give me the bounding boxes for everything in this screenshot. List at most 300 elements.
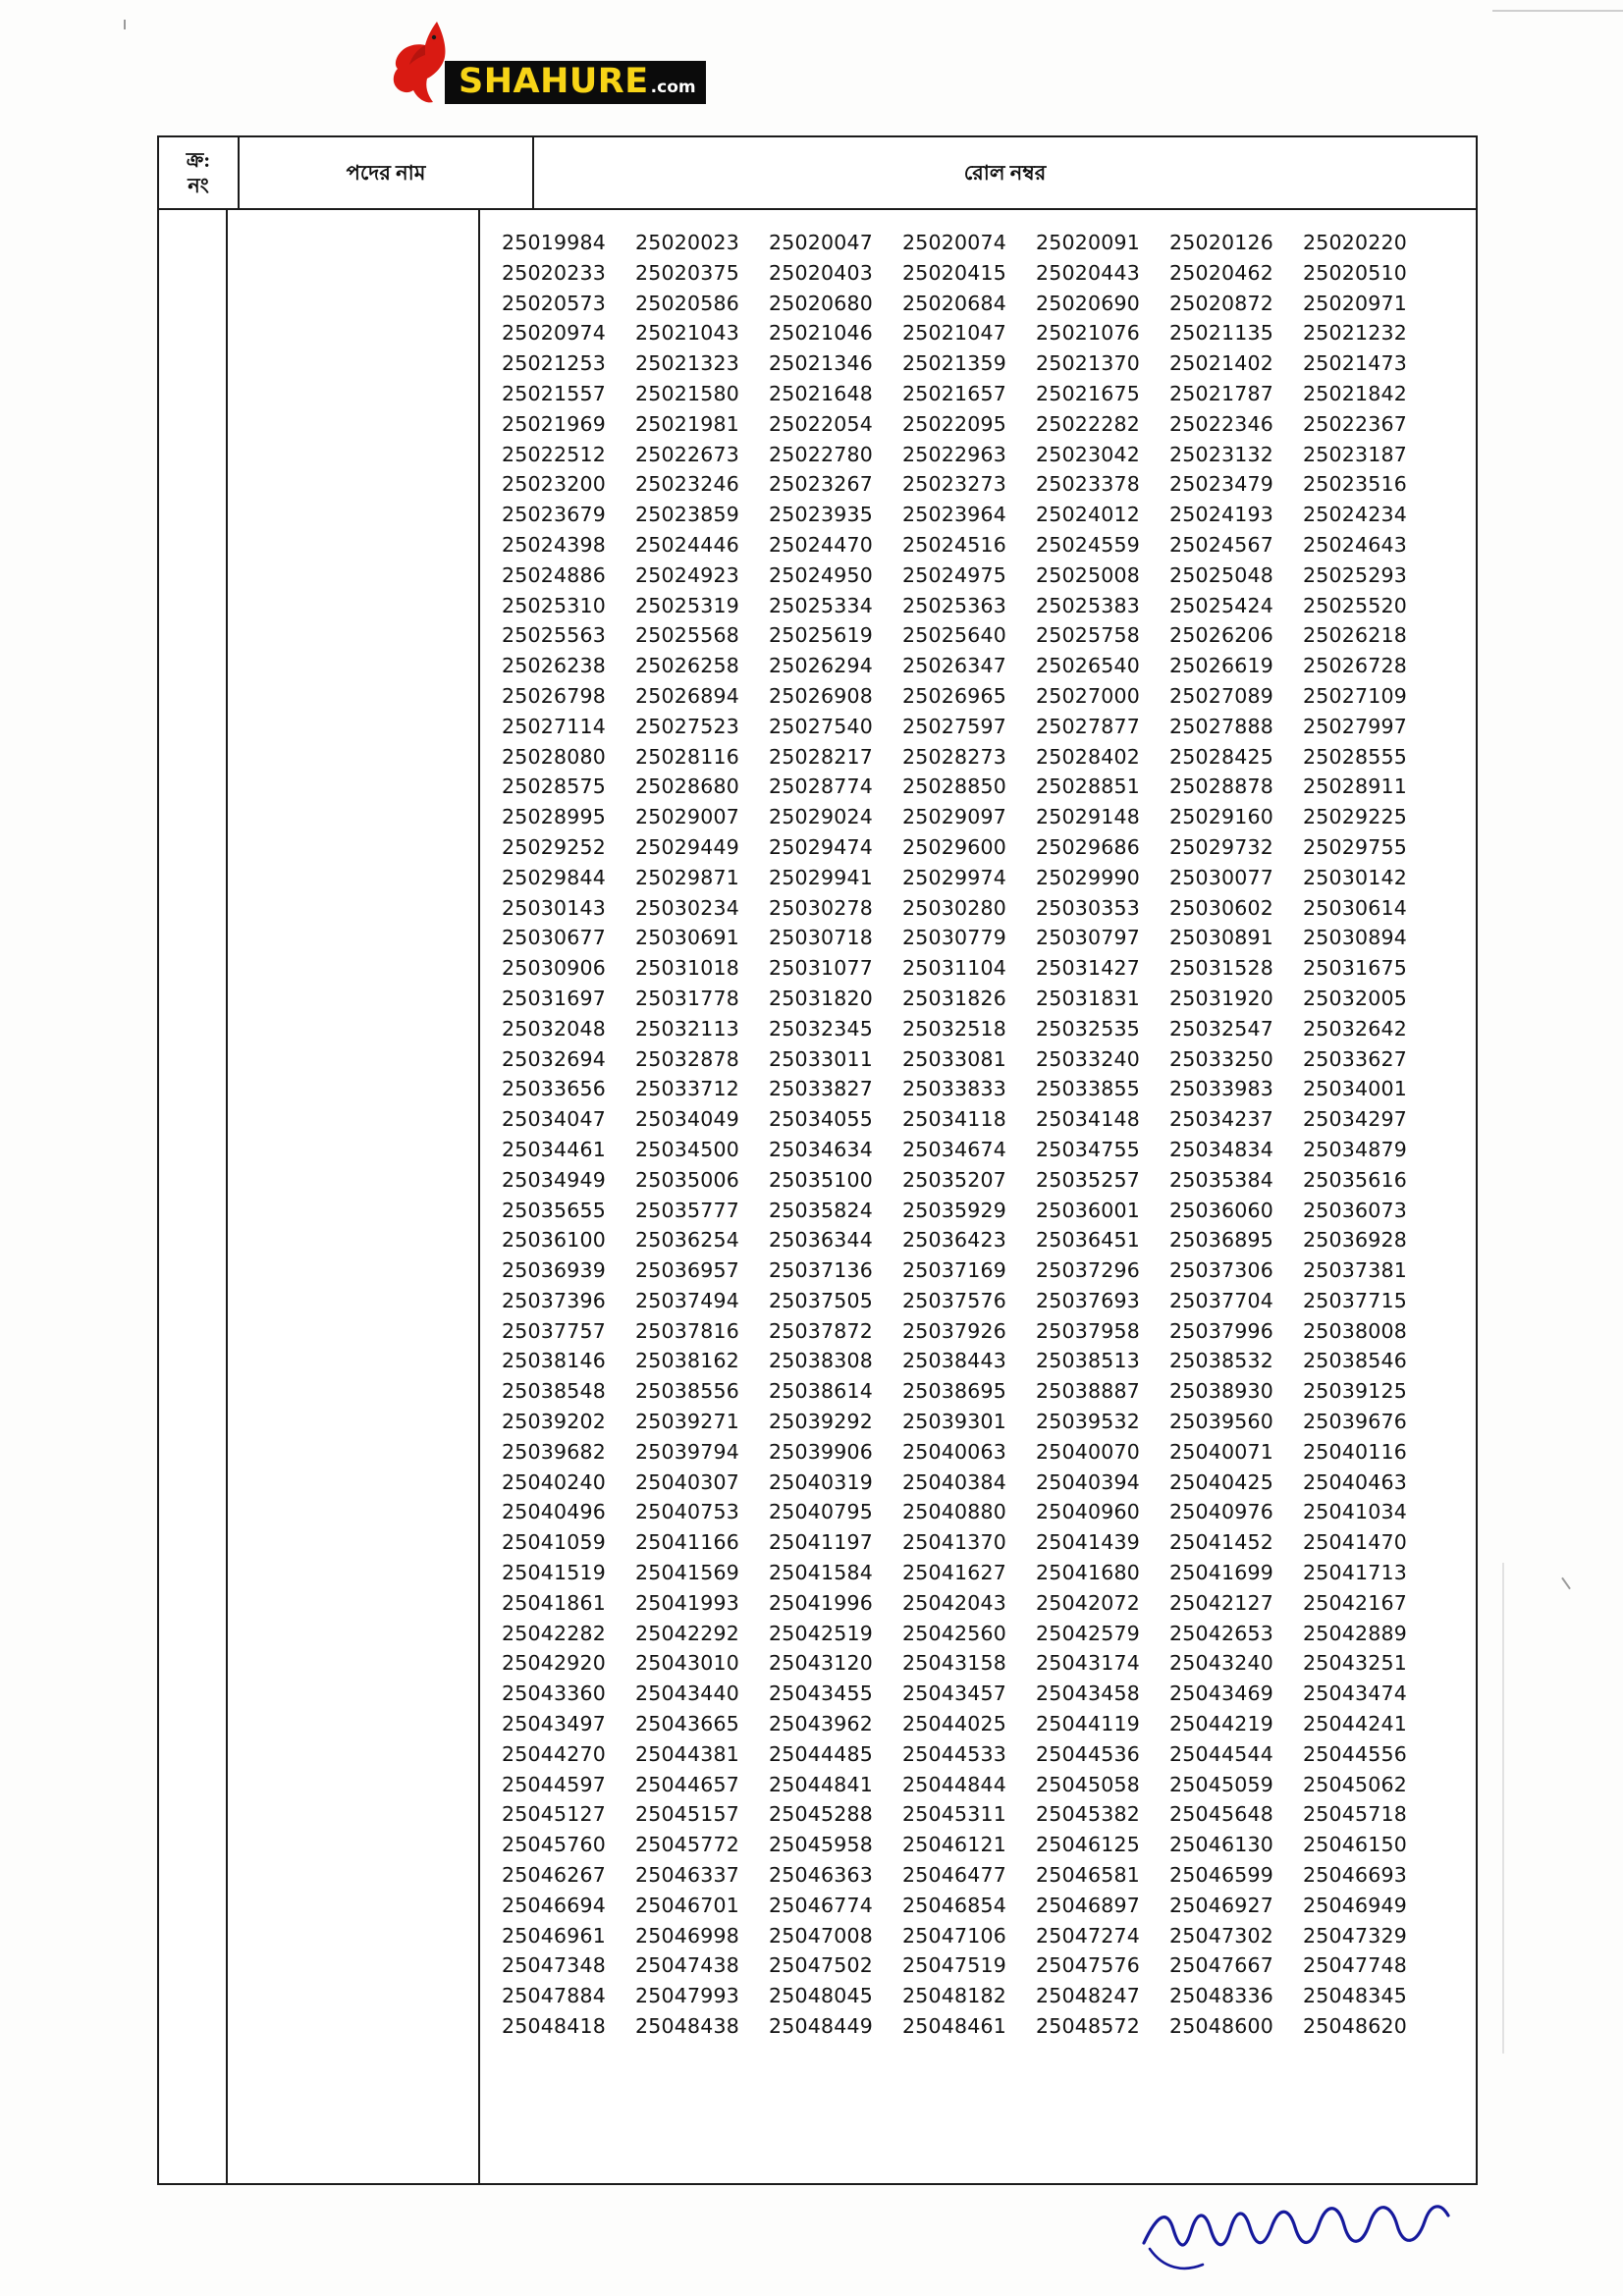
roll-row — [502, 591, 1436, 621]
roll-number: 25039292 — [769, 1410, 873, 1434]
roll-number: 25030614 — [1303, 895, 1407, 920]
roll-number: 25045059 — [1169, 1772, 1273, 1796]
roll-number: 25034297 — [1303, 1107, 1407, 1132]
roll-number: 25029844 — [502, 865, 606, 889]
roll-number: 25043360 — [502, 1682, 606, 1706]
roll-number: 25047008 — [769, 1923, 873, 1948]
roll-number: 25037757 — [502, 1318, 606, 1343]
roll-number: 25043457 — [902, 1682, 1006, 1706]
roll-number: 25046927 — [1169, 1893, 1273, 1917]
header-serial — [159, 137, 240, 208]
roll-number: 25024886 — [502, 562, 606, 587]
roll-number: 25043474 — [1303, 1682, 1407, 1706]
roll-number: 25021675 — [1036, 381, 1140, 405]
roll-number: 25025008 — [1036, 562, 1140, 587]
roll-number: 25021253 — [502, 351, 606, 376]
roll-number: 25038695 — [902, 1379, 1006, 1404]
roll-number: 25036254 — [635, 1228, 739, 1253]
roll-number: 25031077 — [769, 956, 873, 981]
roll-number: 25048461 — [902, 2014, 1006, 2039]
roll-number: 25020586 — [635, 291, 739, 315]
roll-number: 25026728 — [1303, 654, 1407, 678]
roll-row — [502, 1196, 1436, 1226]
roll-number: 25031831 — [1036, 986, 1140, 1010]
roll-number: 25037505 — [769, 1288, 873, 1312]
roll-number: 25047502 — [769, 1953, 873, 1978]
roll-number: 25020403 — [769, 260, 873, 285]
roll-number: 25025640 — [902, 623, 1006, 648]
roll-number: 25044533 — [902, 1741, 1006, 1766]
roll-number: 25040880 — [902, 1500, 1006, 1524]
roll-number: 25044657 — [635, 1772, 739, 1796]
roll-number: 25048045 — [769, 1984, 873, 2008]
roll-row — [502, 1619, 1436, 1649]
roll-number: 25043158 — [902, 1651, 1006, 1676]
roll-number: 25037926 — [902, 1318, 1006, 1343]
roll-number: 25036451 — [1036, 1228, 1140, 1253]
roll-number: 25036957 — [635, 1258, 739, 1283]
roll-number: 25020971 — [1303, 291, 1407, 315]
roll-row — [502, 1860, 1436, 1891]
roll-number: 25023132 — [1169, 442, 1273, 466]
roll-number: 25045772 — [635, 1833, 739, 1857]
roll-number: 25020462 — [1169, 260, 1273, 285]
roll-number: 25037958 — [1036, 1318, 1140, 1343]
roll-number: 25038930 — [1169, 1379, 1273, 1404]
roll-number: 25025563 — [502, 623, 606, 648]
roll-row — [502, 1225, 1436, 1255]
roll-number: 25037576 — [902, 1288, 1006, 1312]
roll-number: 25044025 — [902, 1712, 1006, 1736]
roll-number: 25024516 — [902, 532, 1006, 557]
roll-number: 25030602 — [1169, 895, 1273, 920]
roll-number: 25020510 — [1303, 260, 1407, 285]
roll-number: 25028911 — [1303, 774, 1407, 799]
roll-number: 25034674 — [902, 1137, 1006, 1161]
roll-number: 25029252 — [502, 834, 606, 859]
roll-number: 25046774 — [769, 1893, 873, 1917]
roll-number: 25044536 — [1036, 1741, 1140, 1766]
roll-row — [502, 1921, 1436, 1951]
roll-row — [502, 681, 1436, 712]
roll-row — [502, 984, 1436, 1014]
roll-number: 25028850 — [902, 774, 1006, 799]
roll-number: 25032878 — [635, 1046, 739, 1071]
roll-number: 25048418 — [502, 2014, 606, 2039]
roll-number: 25038548 — [502, 1379, 606, 1404]
roll-number: 25034634 — [769, 1137, 873, 1161]
roll-number: 25046477 — [902, 1863, 1006, 1888]
roll-number: 25040753 — [635, 1500, 739, 1524]
roll-row — [502, 953, 1436, 984]
roll-number: 25048182 — [902, 1984, 1006, 2008]
roll-number: 25030677 — [502, 926, 606, 950]
roll-number: 25023679 — [502, 503, 606, 527]
roll-number: 25044119 — [1036, 1712, 1140, 1736]
roll-number: 25045157 — [635, 1802, 739, 1827]
roll-number: 25040307 — [635, 1469, 739, 1494]
roll-number: 25037296 — [1036, 1258, 1140, 1283]
roll-row — [502, 561, 1436, 591]
roll-number: 25047884 — [502, 1984, 606, 2008]
roll-number: 25026894 — [635, 683, 739, 708]
roll-number: 25045127 — [502, 1802, 606, 1827]
roll-number: 25037494 — [635, 1288, 739, 1312]
roll-number: 25037704 — [1169, 1288, 1273, 1312]
roll-row — [502, 893, 1436, 924]
roll-row — [502, 1316, 1436, 1347]
logo-text-box — [445, 61, 706, 104]
scan-mark — [1492, 10, 1623, 12]
roll-row — [502, 620, 1436, 651]
roll-number: 25033656 — [502, 1077, 606, 1101]
roll-number: 25035006 — [635, 1167, 739, 1192]
roll-number: 25030234 — [635, 895, 739, 920]
roll-number: 25021359 — [902, 351, 1006, 376]
roll-number: 25040071 — [1169, 1439, 1273, 1464]
roll-number: 25037872 — [769, 1318, 873, 1343]
signature — [1134, 2174, 1468, 2282]
roll-number: 25028555 — [1303, 744, 1407, 769]
roll-number: 25046150 — [1303, 1833, 1407, 1857]
roll-number: 25042292 — [635, 1621, 739, 1645]
roll-number: 25035207 — [902, 1167, 1006, 1192]
roll-number: 25021076 — [1036, 321, 1140, 346]
roll-row — [502, 742, 1436, 773]
roll-number: 25041034 — [1303, 1500, 1407, 1524]
roll-number: 25020680 — [769, 291, 873, 315]
roll-number: 25035257 — [1036, 1167, 1140, 1192]
roll-number: 25037396 — [502, 1288, 606, 1312]
roll-row — [502, 802, 1436, 832]
roll-number: 25020126 — [1169, 231, 1273, 254]
roll-number: 25034755 — [1036, 1137, 1140, 1161]
roll-number: 25023935 — [769, 503, 873, 527]
roll-row — [502, 1165, 1436, 1196]
roll-number: 25020974 — [502, 321, 606, 346]
roll-number: 25028080 — [502, 744, 606, 769]
roll-number: 25021580 — [635, 381, 739, 405]
roll-row — [502, 1104, 1436, 1135]
roll-number: 25036060 — [1169, 1198, 1273, 1222]
roll-number: 25023246 — [635, 472, 739, 497]
roll-number: 25025048 — [1169, 562, 1273, 587]
roll-number: 25042653 — [1169, 1621, 1273, 1645]
roll-number: 25022673 — [635, 442, 739, 466]
roll-number: 25046961 — [502, 1923, 606, 1948]
roll-row — [502, 1679, 1436, 1709]
roll-number: 25032005 — [1303, 986, 1407, 1010]
roll-row — [502, 500, 1436, 530]
roll-number: 25042519 — [769, 1621, 873, 1645]
roll-number: 25033712 — [635, 1077, 739, 1101]
roll-number: 25030718 — [769, 926, 873, 950]
roll-number: 25038513 — [1036, 1349, 1140, 1373]
roll-number: 25031920 — [1169, 986, 1273, 1010]
roll-number: 25038162 — [635, 1349, 739, 1373]
roll-number: 25022367 — [1303, 411, 1407, 436]
roll-number: 25026965 — [902, 683, 1006, 708]
roll-number: 25020220 — [1303, 231, 1407, 254]
roll-number: 25035616 — [1303, 1167, 1407, 1192]
roll-number: 25025424 — [1169, 593, 1273, 617]
roll-number: 25030143 — [502, 895, 606, 920]
roll-number: 25046998 — [635, 1923, 739, 1948]
roll-number: 25037306 — [1169, 1258, 1273, 1283]
roll-number: 25041166 — [635, 1530, 739, 1555]
roll-row — [502, 228, 1436, 258]
roll-number: 25030142 — [1303, 865, 1407, 889]
roll-number: 25029148 — [1036, 805, 1140, 829]
roll-number: 25033833 — [902, 1077, 1006, 1101]
scan-mark — [124, 20, 126, 29]
roll-number: 25042560 — [902, 1621, 1006, 1645]
roll-number: 25038614 — [769, 1379, 873, 1404]
roll-number: 25043440 — [635, 1682, 739, 1706]
roll-number: 25029024 — [769, 805, 873, 829]
roll-number: 25037693 — [1036, 1288, 1140, 1312]
table-header-row — [159, 137, 1476, 210]
roll-number: 25026347 — [902, 654, 1006, 678]
roll-number: 25023200 — [502, 472, 606, 497]
roll-number: 25027114 — [502, 714, 606, 738]
roll-number: 25023516 — [1303, 472, 1407, 497]
roll-number: 25033827 — [769, 1077, 873, 1101]
roll-number: 25046694 — [502, 1893, 606, 1917]
roll-number: 25041197 — [769, 1530, 873, 1555]
roll-number: 25038443 — [902, 1349, 1006, 1373]
roll-number: 25021402 — [1169, 351, 1273, 376]
roll-number: 25025334 — [769, 593, 873, 617]
header-serial-line2: নং — [188, 174, 209, 197]
roll-row — [502, 348, 1436, 379]
roll-number: 25021135 — [1169, 321, 1273, 346]
roll-number: 25024470 — [769, 532, 873, 557]
roll-number: 25027523 — [635, 714, 739, 738]
roll-number: 25028680 — [635, 774, 739, 799]
roll-number: 25028402 — [1036, 744, 1140, 769]
roll-number: 25023964 — [902, 503, 1006, 527]
roll-number: 25036939 — [502, 1258, 606, 1283]
roll-number: 25041861 — [502, 1590, 606, 1615]
roll-number: 25045958 — [769, 1833, 873, 1857]
roll-row — [502, 1074, 1436, 1104]
roll-number: 25023859 — [635, 503, 739, 527]
roll-number: 25023378 — [1036, 472, 1140, 497]
roll-number: 25047438 — [635, 1953, 739, 1978]
roll-number: 25048620 — [1303, 2014, 1407, 2039]
roll-number: 25023267 — [769, 472, 873, 497]
roll-number: 25046599 — [1169, 1863, 1273, 1888]
roll-number: 25020415 — [902, 260, 1006, 285]
roll-number: 25038146 — [502, 1349, 606, 1373]
roll-number: 25044219 — [1169, 1712, 1273, 1736]
roll-number: 25024643 — [1303, 532, 1407, 557]
roll-row — [502, 1739, 1436, 1770]
roll-number: 25047302 — [1169, 1923, 1273, 1948]
roll-number: 25034001 — [1303, 1077, 1407, 1101]
roll-number: 25033240 — [1036, 1046, 1140, 1071]
roll-number: 25021323 — [635, 351, 739, 376]
roll-number: 25022282 — [1036, 411, 1140, 436]
roll-number: 25042043 — [902, 1590, 1006, 1615]
roll-number: 25028116 — [635, 744, 739, 769]
roll-row — [502, 1255, 1436, 1286]
roll-number: 25021370 — [1036, 351, 1140, 376]
roll-number: 25032048 — [502, 1016, 606, 1041]
roll-row — [502, 863, 1436, 893]
roll-number: 25025758 — [1036, 623, 1140, 648]
roll-number: 25024446 — [635, 532, 739, 557]
roll-row — [502, 712, 1436, 742]
roll-number: 25035384 — [1169, 1167, 1273, 1192]
roll-row — [502, 1558, 1436, 1588]
roll-number: 25031826 — [902, 986, 1006, 1010]
header-roll-number: রোল নম্বর — [963, 160, 1047, 185]
roll-number: 25027997 — [1303, 714, 1407, 738]
roll-number: 25042127 — [1169, 1590, 1273, 1615]
roll-row — [502, 1981, 1436, 2011]
roll-number: 25026540 — [1036, 654, 1140, 678]
roll-number: 25041059 — [502, 1530, 606, 1555]
roll-row — [502, 1497, 1436, 1527]
roll-number: 25039271 — [635, 1410, 739, 1434]
roll-row — [502, 1346, 1436, 1376]
roll-number: 25046337 — [635, 1863, 739, 1888]
roll-number: 25025568 — [635, 623, 739, 648]
roll-number: 25024398 — [502, 532, 606, 557]
roll-number: 25029941 — [769, 865, 873, 889]
roll-number: 25020573 — [502, 291, 606, 315]
roll-number: 25028425 — [1169, 744, 1273, 769]
roll-number: 25020091 — [1036, 231, 1140, 254]
roll-number: 25044241 — [1303, 1712, 1407, 1736]
roll-number: 25037816 — [635, 1318, 739, 1343]
roll-number: 25046363 — [769, 1863, 873, 1888]
roll-number: 25043455 — [769, 1682, 873, 1706]
roll-number: 25029449 — [635, 834, 739, 859]
roll-number: 25021043 — [635, 321, 739, 346]
roll-number: 25035655 — [502, 1198, 606, 1222]
roll-number: 25028217 — [769, 744, 873, 769]
roll-number: 25041993 — [635, 1590, 739, 1615]
roll-number: 25030894 — [1303, 926, 1407, 950]
roll-number: 25038546 — [1303, 1349, 1407, 1373]
roll-number: 25019984 — [502, 231, 606, 254]
roll-number: 25029007 — [635, 805, 739, 829]
roll-number: 25037996 — [1169, 1318, 1273, 1343]
roll-number: 25021981 — [635, 411, 739, 436]
roll-number: 25033081 — [902, 1046, 1006, 1071]
roll-number: 25025619 — [769, 623, 873, 648]
roll-number: 25028851 — [1036, 774, 1140, 799]
roll-number: 25021047 — [902, 321, 1006, 346]
roll-number: 25024559 — [1036, 532, 1140, 557]
roll-number: 25048572 — [1036, 2014, 1140, 2039]
roll-row — [502, 2011, 1436, 2042]
roll-number: 25037381 — [1303, 1258, 1407, 1283]
roll-number: 25040240 — [502, 1469, 606, 1494]
roll-number: 25044381 — [635, 1741, 739, 1766]
logo-suffix-text: .com — [650, 78, 696, 97]
roll-row — [502, 409, 1436, 440]
roll-number: 25025520 — [1303, 593, 1407, 617]
roll-number: 25028995 — [502, 805, 606, 829]
roll-number: 25040116 — [1303, 1439, 1407, 1464]
roll-number: 25048247 — [1036, 1984, 1140, 2008]
roll-number: 25045058 — [1036, 1772, 1140, 1796]
roll-number: 25021969 — [502, 411, 606, 436]
roll-number: 25020375 — [635, 260, 739, 285]
roll-number: 25025363 — [902, 593, 1006, 617]
roll-number: 25040384 — [902, 1469, 1006, 1494]
roll-number: 25027597 — [902, 714, 1006, 738]
roll-row — [502, 440, 1436, 470]
roll-row — [502, 772, 1436, 802]
roll-number: 25033627 — [1303, 1046, 1407, 1071]
roll-number: 25036100 — [502, 1228, 606, 1253]
roll-number: 25032535 — [1036, 1016, 1140, 1041]
roll-number: 25026206 — [1169, 623, 1273, 648]
roll-number: 25046949 — [1303, 1893, 1407, 1917]
roll-number: 25034237 — [1169, 1107, 1273, 1132]
roll-number: 25030779 — [902, 926, 1006, 950]
roll-number: 25032694 — [502, 1046, 606, 1071]
roll-number: 25033011 — [769, 1046, 873, 1071]
roll-row — [502, 1588, 1436, 1619]
roll-number: 25038532 — [1169, 1349, 1273, 1373]
roll-number: 25036423 — [902, 1228, 1006, 1253]
roll-number: 25047667 — [1169, 1953, 1273, 1978]
roll-number: 25021473 — [1303, 351, 1407, 376]
roll-number: 25034148 — [1036, 1107, 1140, 1132]
roll-number: 25036928 — [1303, 1228, 1407, 1253]
roll-number: 25040425 — [1169, 1469, 1273, 1494]
roll-number: 25022963 — [902, 442, 1006, 466]
roll-row — [502, 289, 1436, 319]
roll-number: 25024012 — [1036, 503, 1140, 527]
roll-number: 25022512 — [502, 442, 606, 466]
roll-number: 25030797 — [1036, 926, 1140, 950]
roll-number: 25034500 — [635, 1137, 739, 1161]
logo-brand-text: SHAHURE — [459, 62, 649, 101]
roll-number: 25041680 — [1036, 1561, 1140, 1585]
roll-number: 25032518 — [902, 1016, 1006, 1041]
roll-number: 25047348 — [502, 1953, 606, 1978]
cell-post-value — [228, 210, 480, 2183]
roll-number: 25039906 — [769, 1439, 873, 1464]
roll-number: 25036895 — [1169, 1228, 1273, 1253]
roll-number: 25039682 — [502, 1439, 606, 1464]
roll-number: 25041584 — [769, 1561, 873, 1585]
roll-number: 25022780 — [769, 442, 873, 466]
cell-roll-numbers — [480, 210, 1476, 2183]
roll-number: 25027109 — [1303, 683, 1407, 708]
roll-row — [502, 923, 1436, 953]
roll-number: 25048345 — [1303, 1984, 1407, 2008]
roll-number: 25029974 — [902, 865, 1006, 889]
roll-number: 25029990 — [1036, 865, 1140, 889]
roll-number: 25029686 — [1036, 834, 1140, 859]
header-post-name: পদের নাম — [240, 137, 534, 208]
roll-row — [502, 1437, 1436, 1468]
roll-number: 25034949 — [502, 1167, 606, 1192]
roll-number: 25043497 — [502, 1712, 606, 1736]
roll-row — [502, 1468, 1436, 1498]
roll-number: 25046693 — [1303, 1863, 1407, 1888]
roll-number: 25035777 — [635, 1198, 739, 1222]
roll-number: 25042920 — [502, 1651, 606, 1676]
